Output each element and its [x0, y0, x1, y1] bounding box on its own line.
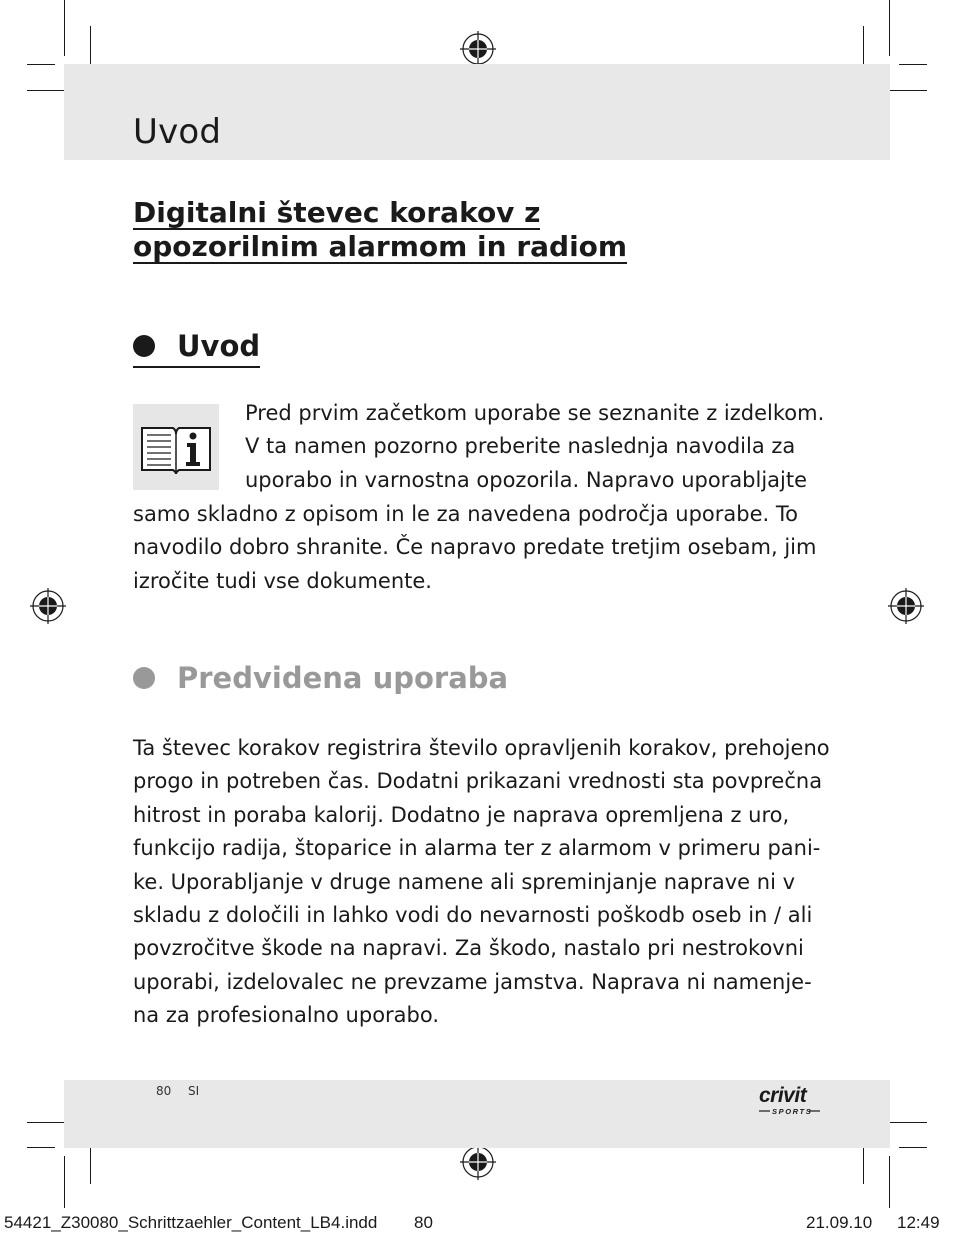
- text-line: navodilo dobro shranite. Če napravo predate tretjim osebam, jim: [133, 535, 817, 560]
- crop-mark: [899, 1147, 927, 1148]
- crop-mark: [27, 1147, 55, 1148]
- product-title-line-2: opozorilnim alarmom in radiom: [133, 230, 628, 263]
- book-info-icon: [133, 404, 219, 490]
- intended-use-paragraph: [133, 732, 853, 1033]
- page-title: Uvod: [133, 112, 222, 152]
- text-line: povzročitve škode na napravi. Za škodo, nastalo pri nestrokovni: [133, 936, 804, 961]
- text-line: na za profesionalno uporabo.: [133, 1003, 440, 1028]
- crop-mark: [889, 0, 890, 56]
- slug-date: 21.09.10: [806, 1213, 873, 1232]
- slug-page: 80: [414, 1213, 433, 1232]
- section-heading-intended-use: [133, 660, 508, 696]
- registration-mark-icon: [30, 588, 66, 624]
- text-line: samo skladno z opisom in le za navedena področja uporabe. To: [133, 502, 798, 526]
- text-line: izročite tudi vse dokumente.: [133, 568, 432, 593]
- text-line: progo in potreben čas. Dodatni prikazani vrednosti sta povprečna: [133, 769, 823, 794]
- intro-paragraph-top: [245, 397, 845, 497]
- slug-filename: 54421_Z30080_Schrittzaehler_Content_LB4.indd: [4, 1213, 378, 1232]
- registration-mark-icon: [460, 1144, 496, 1180]
- crop-mark: [27, 64, 55, 65]
- crop-mark: [889, 1156, 890, 1208]
- text-line: Pred prvim začetkom uporabe se seznanite z izdelkom.: [245, 401, 825, 425]
- registration-mark-icon: [888, 588, 924, 624]
- intro-paragraph-bottom: [133, 498, 853, 598]
- crop-mark: [64, 0, 65, 56]
- text-line: uporabi, izdelovalec ne prevzame jamstva. Naprava ni namenje-: [133, 969, 812, 994]
- product-title-line-1: Digitalni števec korakov z: [133, 196, 541, 229]
- registration-mark-icon: [460, 31, 496, 67]
- section-heading-text: Uvod: [177, 329, 261, 363]
- page-number: 80: [156, 1084, 172, 1098]
- bullet-icon: [133, 335, 155, 357]
- brand-name: crivit: [759, 1084, 807, 1107]
- brand-sub: SPORTS: [772, 1107, 813, 1116]
- crop-mark: [899, 64, 927, 65]
- section-heading-text: Predvidena uporaba: [177, 661, 509, 695]
- text-line: funkcijo radija, štoparice in alarma ter z alarmom v primeru pani-: [133, 836, 821, 861]
- text-line: uporabo in varnostna opozorila. Napravo uporabljajte: [245, 467, 808, 492]
- bullet-icon: [133, 667, 155, 689]
- text-line: ke. Uporabljanje v druge namene ali spreminjanje naprave ni v: [133, 869, 796, 894]
- text-line: skladu z določili in lahko vodi do nevarnosti poškodb oseb in / ali: [133, 903, 813, 928]
- text-line: V ta namen pozorno preberite naslednja navodila za: [245, 434, 796, 459]
- section-heading-intro: [133, 328, 260, 368]
- slug-time: 12:49: [897, 1213, 940, 1232]
- text-line: Ta števec korakov registrira število opravljenih korakov, prehojeno: [133, 736, 830, 760]
- language-code: SI: [188, 1084, 200, 1098]
- crop-mark: [64, 1156, 65, 1208]
- crivit-logo: [757, 1082, 823, 1118]
- text-line: hitrost in poraba kalorij. Dodatno je naprava opremljena z uro,: [133, 802, 790, 827]
- product-title: [133, 196, 733, 264]
